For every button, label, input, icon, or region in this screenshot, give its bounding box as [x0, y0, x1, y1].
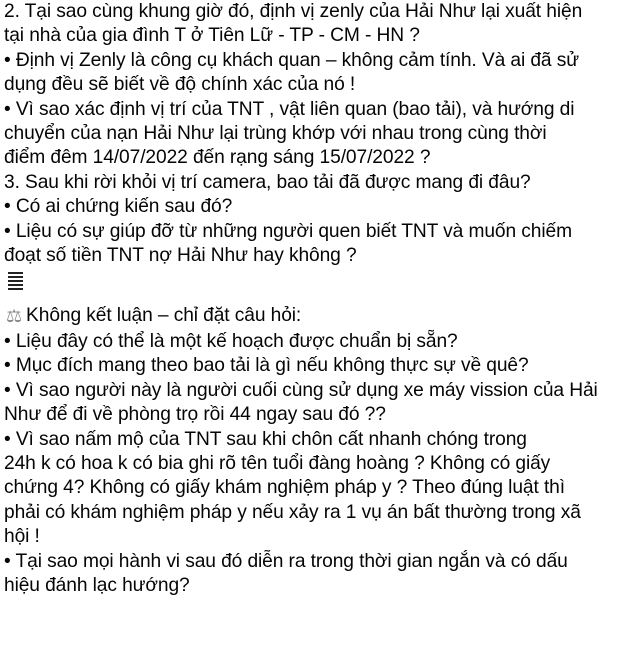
- text-line: tại nhà của gia đình T ở Tiên Lữ - TP - CM - HN ?: [4, 25, 420, 47]
- text-line: hiệu đánh lạc hướng?: [4, 574, 190, 596]
- text-line: dụng đều sẽ biết về độ chính xác của nó !: [4, 74, 356, 96]
- text-line: • Định vị Zenly là công cụ khách quan – không cảm tính. Và ai đã sử: [4, 49, 579, 71]
- text-line-indented: • Vì sao nấm mộ của TNT sau khi chôn cất nhanh chóng trong: [4, 428, 527, 450]
- list-lines-icon: [8, 272, 23, 290]
- text-line: chuyển của nạn Hải Như lại trùng khớp với nhau trong cùng thời: [4, 123, 547, 145]
- text-line: Như để đi về phòng trọ rồi 44 ngay sau đó ??: [4, 404, 386, 426]
- scale-icon: ⚖: [6, 306, 23, 328]
- text-line: hội !: [4, 526, 40, 548]
- text-line: • Có ai chứng kiến sau đó?: [4, 196, 233, 218]
- post-body: [4, 0, 636, 598]
- section-heading: ⚖ Không kết luận – chỉ đặt câu hỏi:: [4, 304, 636, 329]
- text-line: phải có khám nghiệm pháp y nếu xảy ra 1 vụ án bất thường trong xã: [4, 501, 581, 523]
- separator: [4, 268, 636, 304]
- text-line: đoạt số tiền TNT nợ Hải Như hay không ?: [4, 245, 357, 267]
- text-line: điểm đêm 14/07/2022 đến rạng sáng 15/07/2022 ?: [4, 147, 431, 169]
- text-line: • Vì sao xác định vị trí của TNT , vật liên quan (bao tải), và hướng di: [4, 98, 575, 120]
- text-line: • Liệu có sự giúp đỡ từ những người quen biết TNT và muốn chiếm: [4, 220, 572, 242]
- text-line: 3. Sau khi rời khỏi vị trí camera, bao tải đã được mang đi đâu?: [4, 171, 531, 193]
- text-line: • Liệu đây có thể là một kế hoạch được chuẩn bị sẵn?: [4, 330, 458, 352]
- text-line: 2. Tại sao cùng khung giờ đó, định vị zenly của Hải Như lại xuất hiện: [4, 1, 583, 22]
- text-line: • Tại sao mọi hành vi sau đó diễn ra trong thời gian ngắn và có dấu: [4, 550, 568, 572]
- text-line: chứng 4? Không có giấy khám nghiệm pháp y ? Theo đúng luật thì: [4, 477, 565, 499]
- text-line: • Mục đích mang theo bao tải là gì nếu không thực sự về quê?: [4, 355, 529, 377]
- text-line: 24h k có hoa k có bia ghi rõ tên tuổi đàng hoàng ? Không có giấy: [4, 452, 551, 474]
- text-line: • Vì sao người này là người cuối cùng sử dụng xe máy vission của Hải: [4, 379, 598, 401]
